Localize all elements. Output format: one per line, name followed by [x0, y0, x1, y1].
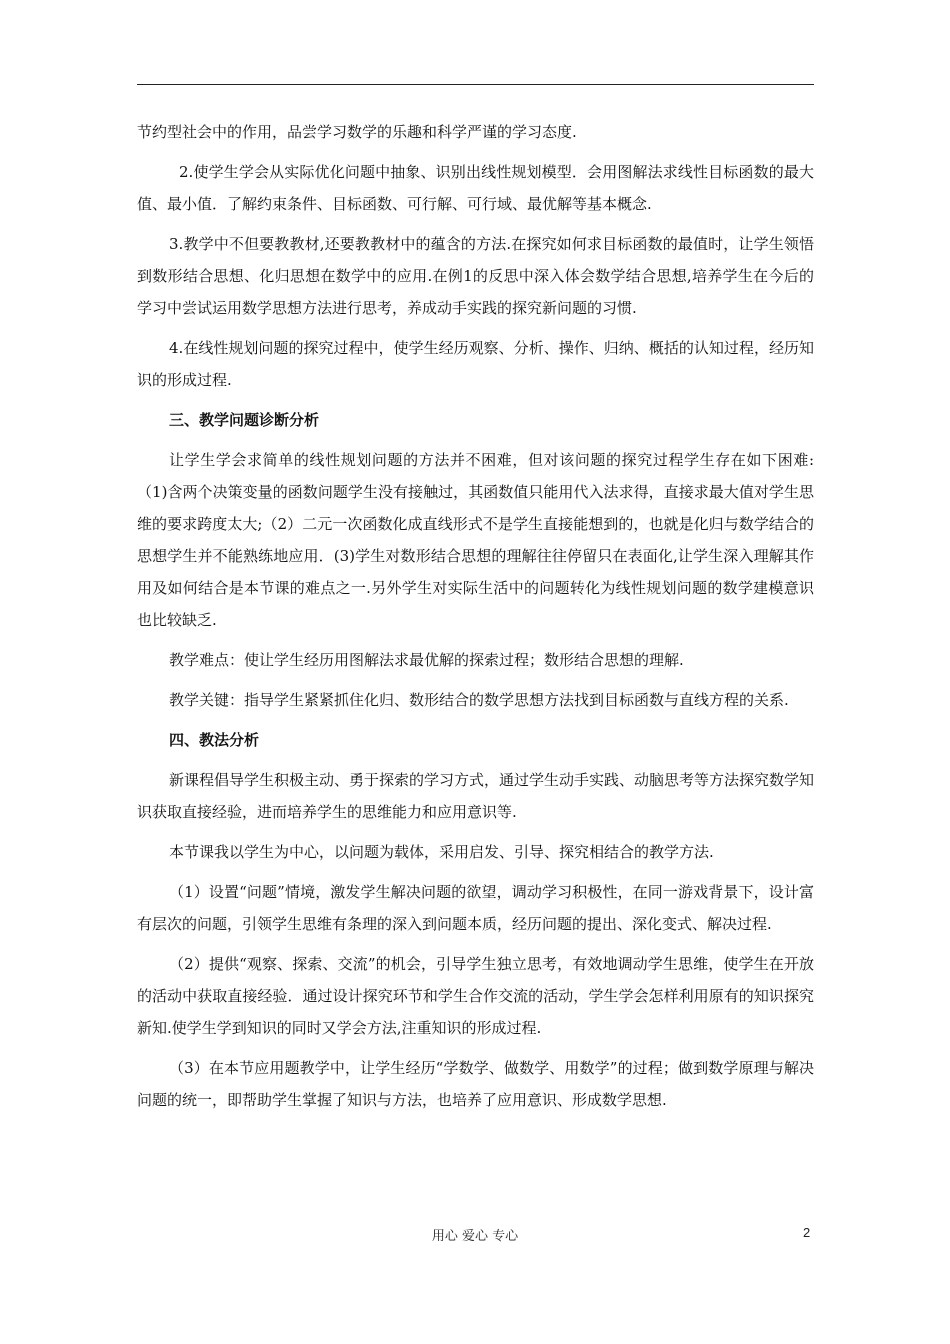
paragraph: （2）提供“观察、探索、交流”的机会，引导学生独立思考，有效地调动学生思维，使学生在开放的活动中获取直接经验．通过设计探究环节和学生合作交流的活动，学生学会怎样利用原有的知识探究新知.使学生学到知识的同时又学会方法,注重知识的形成过程. — [137, 955, 814, 1037]
paragraph: 教学关键：指导学生紧紧抓住化归、数形结合的数学思想方法找到目标函数与直线方程的关系. — [169, 691, 789, 709]
paragraph: 2.使学生学会从实际优化问题中抽象、识别出线性规划模型．会用图解法求线性目标函数的最大值、最小值．了解约束条件、目标函数、可行解、可行域、最优解等基本概念. — [137, 163, 814, 213]
paragraph: 教学难点：使让学生经历用图解法求最优解的探索过程；数形结合思想的理解. — [169, 651, 684, 669]
section-heading: 三、教学问题诊断分析 — [169, 411, 320, 429]
header-rule — [137, 84, 814, 85]
paragraph: 本节课我以学生为中心，以问题为载体，采用启发、引导、探究相结合的教学方法. — [169, 843, 714, 861]
paragraph: （1）设置“问题”情境，激发学生解决问题的欲望，调动学习积极性，在同一游戏背景下，设计富有层次的问题，引领学生思维有条理的深入到问题本质，经历问题的提出、深化变式、解决过程. — [137, 883, 814, 933]
document-body — [137, 116, 814, 1124]
paragraph: （3）在本节应用题教学中，让学生经历“学数学、做数学、用数学”的过程；做到数学原理与解决问题的统一，即帮助学生掌握了知识与方法，也培养了应用意识、形成数学思想. — [137, 1059, 814, 1109]
page-number: 2 — [803, 1225, 811, 1240]
section-heading: 四、教法分析 — [169, 731, 260, 749]
paragraph: 让学生学会求简单的线性规划问题的方法并不困难，但对该问题的探究过程学生存在如下困难:（1)含两个决策变量的函数问题学生没有接触过，其函数值只能用代入法求得，直接求最大值对学生思维的要求跨度太大;（2）二元一次函数化成直线形式不是学生直接能想到的，也就是化归与数学结合的思想学生并不能熟练地应用．(3)学生对数形结合思想的理解往往停留只在表面化,让学生深入理解其作用及如何结合是本节课的难点之一.另外学生对实际生活中的问题转化为线性规划问题的数学建模意识也比较缺乏. — [137, 451, 814, 629]
paragraph: 4.在线性规划问题的探究过程中，使学生经历观察、分析、操作、归纳、概括的认知过程，经历知识的形成过程. — [137, 339, 814, 389]
paragraph: 节约型社会中的作用，品尝学习数学的乐趣和科学严谨的学习态度. — [137, 123, 577, 141]
paragraph: 新课程倡导学生积极主动、勇于探索的学习方式，通过学生动手实践、动脑思考等方法探究数学知识获取直接经验，进而培养学生的思维能力和应用意识等. — [137, 771, 815, 821]
paragraph: 3.教学中不但要教教材,还要教教材中的蕴含的方法.在探究如何求目标函数的最值时，让学生领悟到数形结合思想、化归思想在数学中的应用.在例1的反思中深入体会数学结合思想,培养学生在今后的学习中尝试运用数学思想方法进行思考，养成动手实践的探究新问题的习惯. — [137, 235, 814, 317]
footer-motto: 用心 爱心 专心 — [431, 1229, 519, 1244]
